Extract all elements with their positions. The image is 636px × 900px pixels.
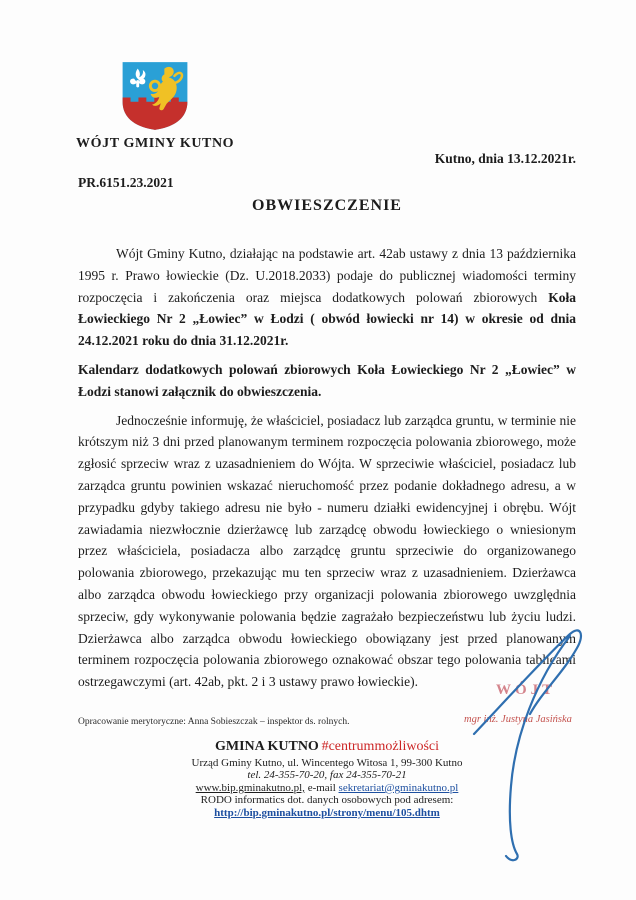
footer-email-link[interactable]: sekretariat@gminakutno.pl [338,781,459,794]
footer-address: Urząd Gminy Kutno, ul. Wincentego Witosa 1, 99-300 Kutno [191,756,463,769]
signer-name: mgr inż. Justyna Jasińska [464,714,572,725]
body-paragraph-legal-basis [78,243,576,352]
footer-slogan: #centrummożliwości [321,739,439,754]
signer-role-stamp: WÓJT [496,682,557,698]
footer-organization: GMINA KUTNO [214,739,319,754]
prepared-by-note: Opracowanie merytoryczne: Anna Sobieszczak – inspektor ds. rolnych. [78,717,350,727]
paragraph-text: Wójt Gminy Kutno, działając na podstawie art. 42ab ustawy z dnia 13 października 1995 r. Prawo łowieckie (Dz. U.2018.2033) podaje do publicznej wiadomości terminy rozpoczęcia i zakończenia oraz miejsca dodatkowych polowań zbiorowych [78,246,576,305]
body-paragraph-calendar-attachment: Kalendarz dodatkowych polowań zbiorowych Koła Łowieckiego Nr 2 „Łowiec” w Łodzi stanowi załącznik do obwieszczenia. [78,361,576,399]
footer-bip-website[interactable]: www.bip.gminakutno.pl, [195,781,305,794]
footer-phone-fax: tel. 24-355-70-20, fax 24-355-70-21 [247,769,407,782]
footer-web-email-line [78,782,576,795]
paragraph-bold-hunt-dates: Koła Łowieckiego Nr 2 „Łowiec” w Łodzi ( obwód łowiecki nr 14) w okresie od dnia 24.12.2021 roku do dnia 31.12.2021r. [78,289,576,349]
kutno-coat-of-arms-icon [117,60,193,132]
footer-email-label: e-mail [304,781,339,794]
document-body [78,243,576,700]
place-and-date: Kutno, dnia 13.12.2021r. [434,151,576,166]
sender-title: WÓJT GMINY KUTNO [76,136,235,151]
letterhead-footer [78,741,576,820]
footer-rodo-url-link[interactable]: http://bip.gminakutno.pl/strony/menu/105.dhtm [214,806,440,819]
footer-rodo-note: RODO informatics dot. danych osobowych pod adresem: [200,794,454,807]
body-paragraph-objection-rules: Jednocześnie informuję, że właściciel, posiadacz lub zarządca gruntu, w terminie nie krótszym niż 3 dni przed planowanym terminem rozpoczęcia polowania zbiorowego, może zgłosić sprzeciw wraz z uzasadnieniem do Wójta. W sprzeciwie właściciel, posiadacz lub zarządca gruntu powinien wskazać nieruchomość przez podanie dokładnego adresu, a w przypadku gdyby takiego adresu nie było - numeru działki ewidencyjnej i obrębu. Wójt zawiadamia niezwłocznie dzierżawcę lub zarządcę obwodu łowieckiego o wniesionym przez właściciela, posiadacza albo zarządcę gruntu sprzeciwie do organizowanego polowania zbiorowego, przekazując mu ten sprzeciw wraz z uzasadnieniem. Dzierżawca albo zarządca obwodu łowieckiego przy organizacji polowania zbiorowego uwzględnia sprzeciw, gdy wykonywanie polowania będzie zagrażało bezpieczeństwu lub życiu ludzi. Dzierżawca albo zarządca obwodu łowieckiego obowiązany jest przed planowanym terminem rozpoczęcia polowania zbiorowego oznakować obszar tego polowania tablicami ostrzegawczymi (art. 42ab, pkt. 2 i 3 ustawy prawo łowieckie). [78,412,576,690]
case-reference-number: PR.6151.23.2021 [78,175,174,190]
document-title: OBWIESZCZENIE [252,197,402,214]
